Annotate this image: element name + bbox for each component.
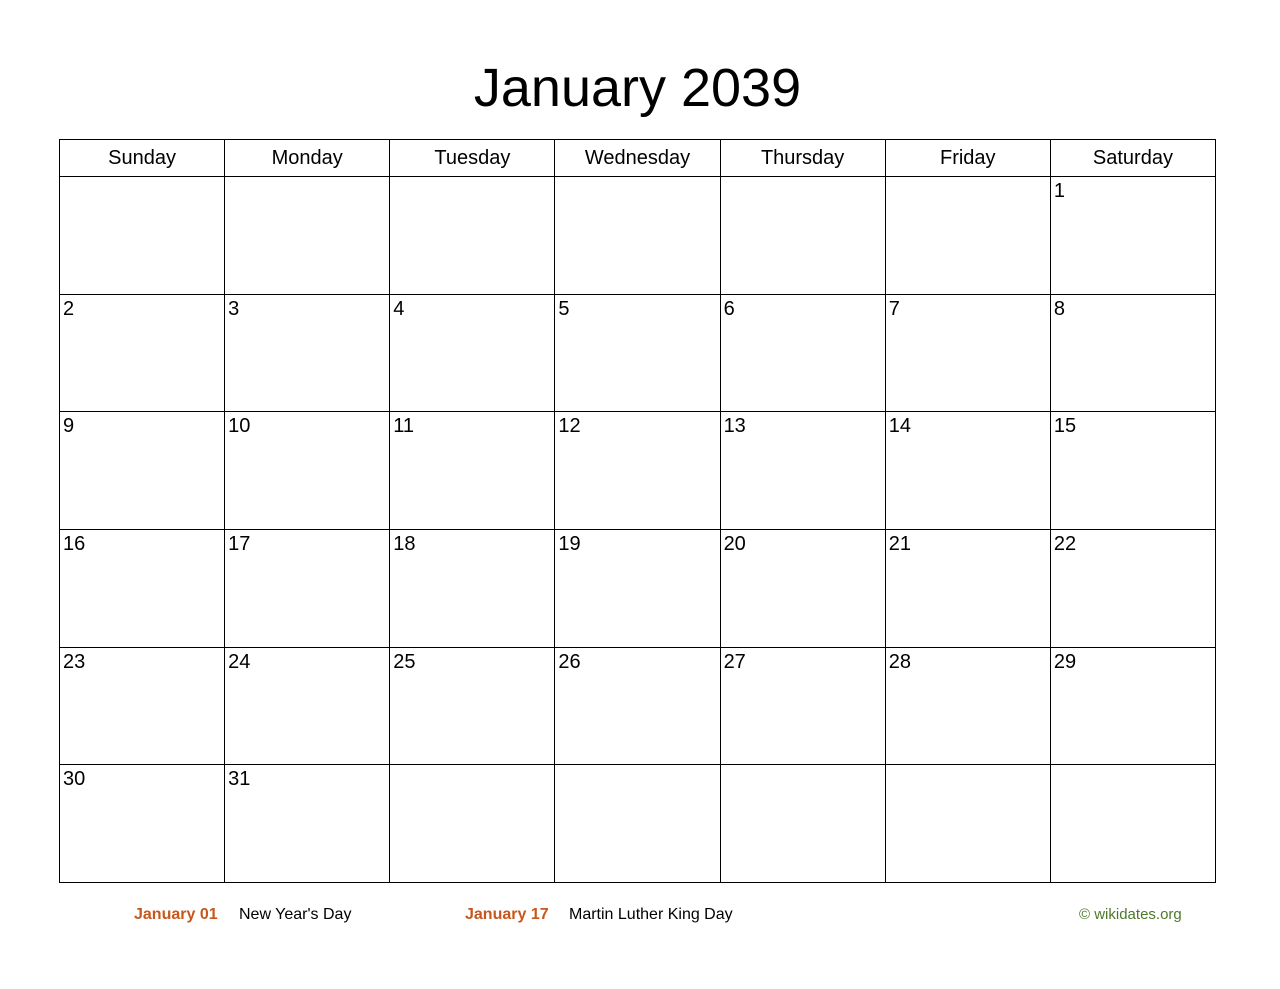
day-cell [1050, 412, 1215, 530]
day-cell [390, 765, 555, 883]
day-cell [555, 412, 720, 530]
day-cell [225, 294, 390, 412]
day-number: 31 [228, 768, 251, 791]
holiday-entry [134, 903, 218, 927]
day-number: 18 [393, 532, 416, 555]
day-number: 16 [63, 532, 86, 555]
day-number: 12 [558, 415, 581, 438]
day-cell [555, 294, 720, 412]
day-cell [720, 765, 885, 883]
day-cell [225, 529, 390, 647]
day-number: 17 [228, 532, 251, 555]
day-cell [885, 177, 1050, 295]
day-cell [225, 412, 390, 530]
day-number: 26 [558, 650, 581, 673]
day-number: 20 [723, 532, 746, 555]
holiday-date: January 01 [134, 906, 218, 923]
weekday-header: Thursday [720, 140, 885, 177]
day-number: 23 [63, 650, 86, 673]
day-cell [1050, 529, 1215, 647]
calendar-grid [59, 139, 1216, 883]
day-cell [555, 765, 720, 883]
day-number: 6 [723, 297, 735, 320]
day-number [555, 177, 719, 179]
day-number: 25 [393, 650, 416, 673]
holiday-name: New Year's Day [239, 906, 352, 923]
day-cell [885, 765, 1050, 883]
day-number [555, 765, 719, 767]
week-row [60, 412, 1216, 530]
day-cell [885, 412, 1050, 530]
day-cell [225, 765, 390, 883]
day-number [1051, 765, 1215, 767]
weekday-header: Sunday [60, 140, 225, 177]
day-cell [1050, 765, 1215, 883]
day-number [721, 177, 885, 179]
day-number: 2 [63, 297, 75, 320]
day-number: 30 [63, 768, 86, 791]
day-number: 24 [228, 650, 251, 673]
day-number: 15 [1053, 415, 1077, 438]
day-number [225, 177, 389, 179]
day-cell [555, 177, 720, 295]
day-cell [225, 647, 390, 765]
weekday-header-row [60, 140, 1216, 177]
day-number: 21 [888, 532, 911, 555]
weekday-header: Wednesday [555, 140, 720, 177]
day-number: 22 [1053, 532, 1077, 555]
day-number: 19 [558, 532, 581, 555]
day-number [886, 765, 1050, 767]
day-number: 3 [228, 297, 240, 320]
day-number: 1 [1053, 180, 1065, 202]
holiday-entry [569, 903, 733, 927]
day-cell [390, 647, 555, 765]
holiday-entry [239, 903, 351, 927]
day-number: 8 [1053, 297, 1065, 320]
day-cell [390, 529, 555, 647]
day-cell [720, 412, 885, 530]
day-cell [885, 294, 1050, 412]
day-cell [1050, 177, 1215, 295]
day-number: 7 [888, 297, 900, 320]
day-cell [225, 177, 390, 295]
day-cell [60, 765, 225, 883]
day-cell [885, 647, 1050, 765]
day-cell [60, 647, 225, 765]
day-number: 9 [63, 415, 75, 438]
holiday-date: January 17 [465, 906, 549, 923]
day-number [60, 177, 224, 179]
day-number: 29 [1053, 650, 1077, 673]
weekday-header: Saturday [1050, 140, 1215, 177]
weekday-header: Tuesday [390, 140, 555, 177]
day-cell [555, 647, 720, 765]
day-cell [60, 529, 225, 647]
page-title: January 2039 [473, 58, 802, 118]
week-row [60, 529, 1216, 647]
day-number: 5 [558, 297, 570, 320]
week-row [60, 765, 1216, 883]
day-cell [390, 294, 555, 412]
day-cell [1050, 294, 1215, 412]
day-number: 14 [888, 415, 911, 438]
week-row [60, 177, 1216, 295]
day-cell [555, 529, 720, 647]
day-number: 4 [393, 297, 405, 320]
day-number [390, 765, 554, 767]
day-number: 13 [723, 415, 746, 438]
holiday-entry [465, 903, 549, 927]
day-cell [60, 412, 225, 530]
week-row [60, 294, 1216, 412]
day-cell [60, 294, 225, 412]
weekday-header: Monday [225, 140, 390, 177]
day-cell [720, 529, 885, 647]
day-cell [1050, 647, 1215, 765]
week-row [60, 647, 1216, 765]
day-number: 27 [723, 650, 746, 673]
day-cell [390, 177, 555, 295]
day-number: 28 [888, 650, 911, 673]
day-cell [720, 177, 885, 295]
day-cell [390, 412, 555, 530]
day-cell [60, 177, 225, 295]
day-cell [720, 647, 885, 765]
weekday-header: Friday [885, 140, 1050, 177]
day-cell [885, 529, 1050, 647]
day-number [721, 765, 885, 767]
day-number: 11 [393, 415, 415, 438]
day-cell [720, 294, 885, 412]
day-number: 10 [228, 415, 251, 438]
site-credit: © wikidates.org [1079, 906, 1182, 923]
day-number [886, 177, 1050, 179]
day-number [390, 177, 554, 179]
holiday-name: Martin Luther King Day [569, 906, 733, 923]
